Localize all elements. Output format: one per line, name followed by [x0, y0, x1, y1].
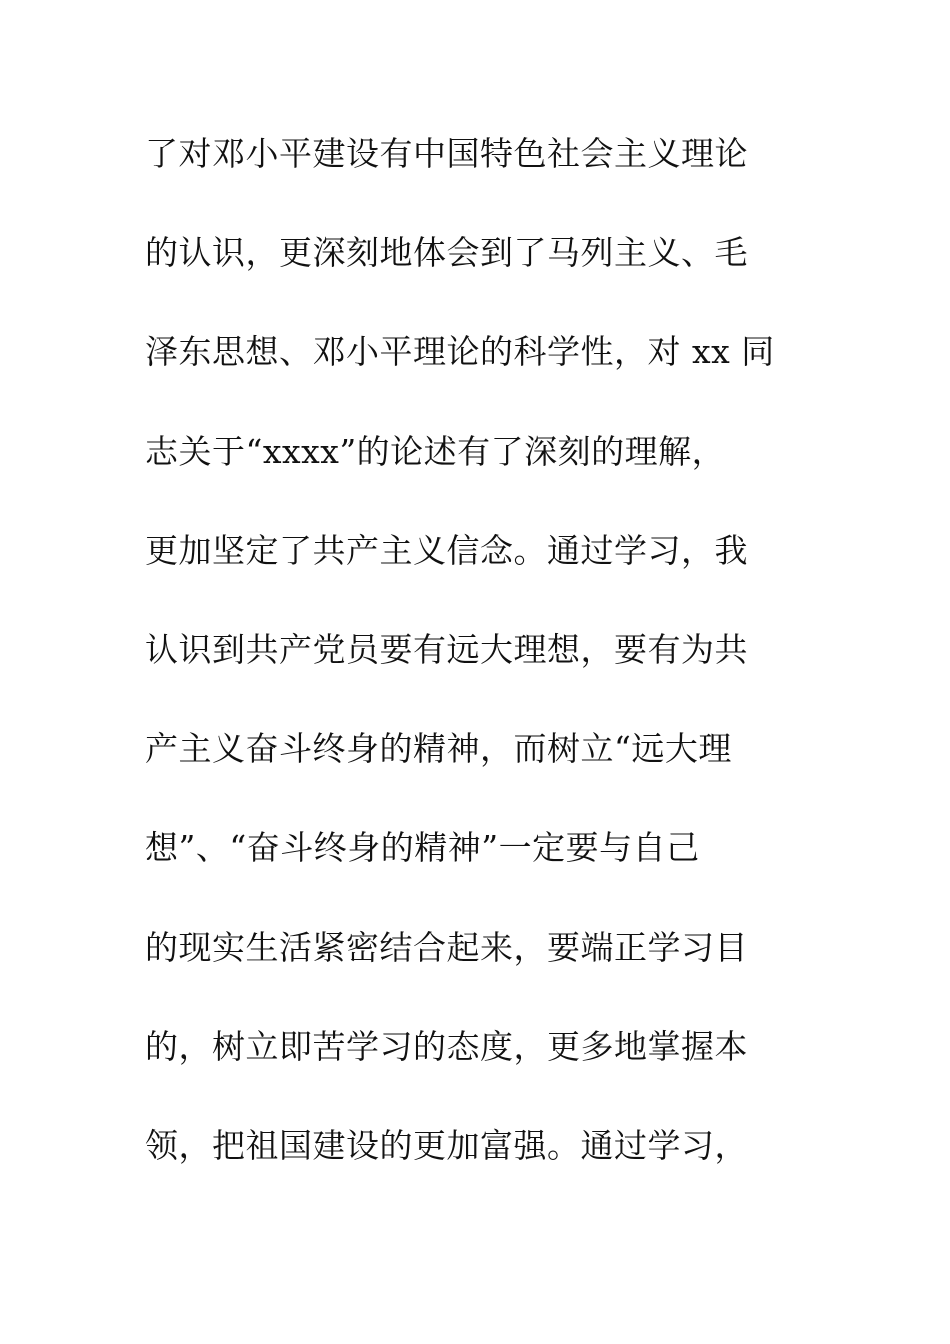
text-line: 领，把祖国建设的更加富强。通过学习，: [145, 1125, 748, 1165]
body-text: [145, 126, 805, 1217]
text-line: 更加坚定了共产主义信念。通过学习，我: [145, 530, 748, 570]
text-line: 产主义奋斗终身的精神，而树立“远大理: [145, 729, 732, 769]
text-line: 想”、“奋斗终身的精神”一定要与自己: [145, 828, 700, 868]
text-line: 了对邓小平建设有中国特色社会主义理论: [145, 134, 748, 173]
text-line: 泽东思想、邓小平理论的科学性，对 xx 同: [145, 332, 775, 372]
text-line: 的现实生活紧密结合起来，要端正学习目: [145, 927, 748, 967]
text-line: 的认识，更深刻地体会到了马列主义、毛: [145, 233, 748, 273]
text-line: 志关于“xxxx”的论述有了深刻的理解，: [145, 431, 726, 471]
text-line: 认识到共产党员要有远大理想，要有为共: [145, 629, 748, 669]
text-line: 的，树立即苦学习的态度，更多地掌握本: [145, 1026, 748, 1066]
